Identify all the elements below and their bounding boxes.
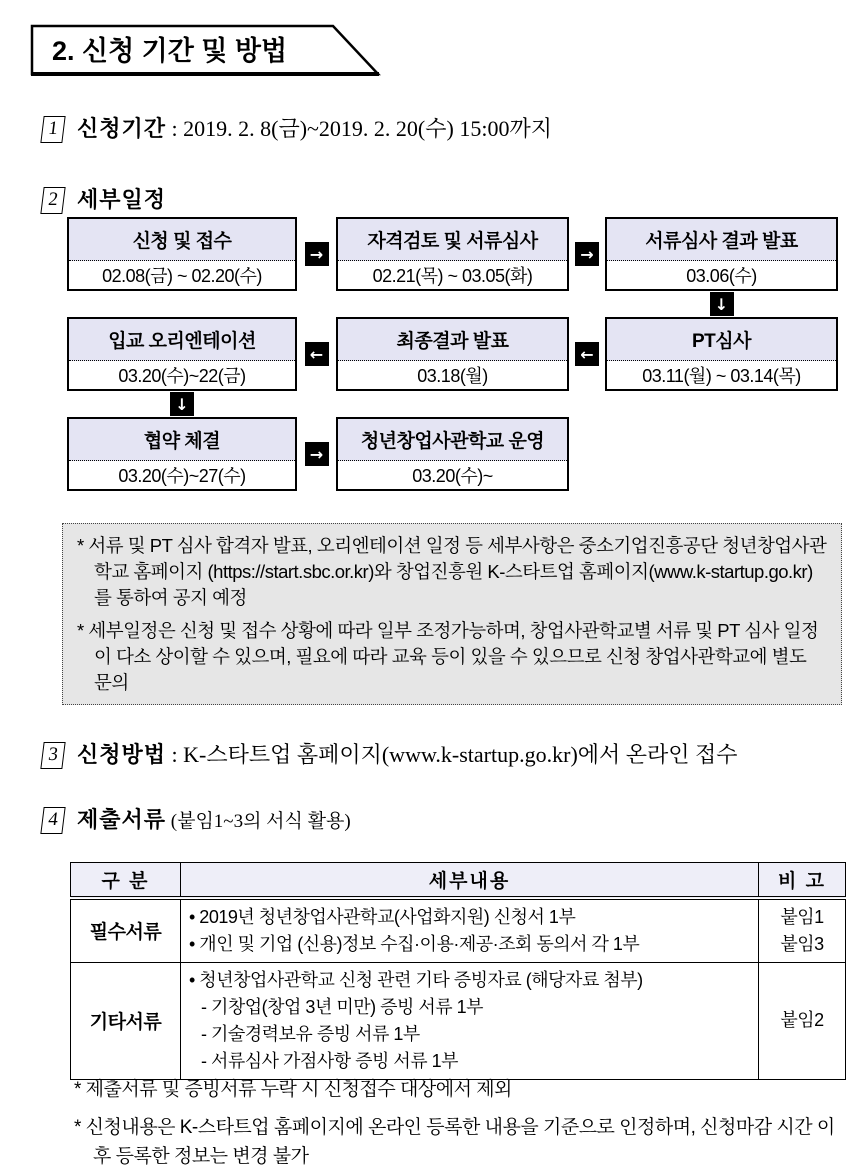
item-method-label: 신청방법	[77, 742, 167, 767]
header-details: 세부내용	[181, 863, 759, 898]
arrow-down-icon: ↓	[170, 392, 194, 416]
notice-line: * 서류 및 PT 심사 합격자 발표, 오리엔테이션 일정 등 세부사항은 중소기업진흥공단 청년창업사관학교 홈페이지 (https://start.sbc.or.kr)와 창업진흥원 K-스타트업 홈페이지(www.k-startup.go.kr)를 통하여 공지 예정	[77, 535, 827, 608]
flow-box-title: 협약 체결	[69, 419, 295, 461]
arrow-down-icon: ↓	[710, 292, 734, 316]
flow-box-title: 입교 오리엔테이션	[69, 319, 295, 361]
item-documents	[42, 803, 351, 834]
item-schedule	[42, 183, 166, 214]
note-line: 붙임2	[780, 1010, 824, 1030]
schedule-flowchart	[67, 217, 838, 491]
item-period-text: : 2019. 2. 8(금)~2019. 2. 20(수) 15:00까지	[166, 116, 552, 141]
detail-line: - 기창업(창업 3년 미만) 증빙 서류 1부	[201, 996, 484, 1017]
arrow-right-icon: →	[305, 242, 329, 266]
notice-line: * 세부일정은 신청 및 접수 상황에 따라 일부 조정가능하며, 창업사관학교별 서류 및 PT 심사 일정이 다소 상이할 수 있으며, 필요에 따라 교육 등이 있을 수 있으므로 신청 창업사관학교에 별도 문의	[77, 620, 819, 693]
row-note	[759, 898, 846, 963]
item-period	[42, 112, 552, 143]
flow-box-pt-review	[605, 317, 838, 391]
flow-box-date: 03.11(월) ~ 03.14(목)	[642, 366, 801, 386]
item-documents-text: (붙임1~3의 서식 활용)	[166, 811, 351, 832]
footnote: * 제출서류 및 증빙서류 누락 시 신청접수 대상에서 제외	[74, 1079, 512, 1100]
flow-box-date: 02.08(금) ~ 02.20(수)	[102, 266, 262, 286]
flow-box-title: 자격검토 및 서류심사	[338, 219, 567, 261]
flow-box-orientation	[67, 317, 297, 391]
flow-box-date: 03.20(수)~27(수)	[118, 466, 246, 486]
detail-line: • 청년창업사관학교 신청 관련 기타 증빙자료 (해당자료 첨부)	[189, 969, 643, 990]
flow-box-final-result	[336, 317, 569, 391]
row-details	[181, 962, 759, 1079]
section-title: 2. 신청 기간 및 방법	[52, 36, 288, 66]
flow-box-agreement	[67, 417, 297, 491]
item-period-label: 신청기간	[77, 116, 167, 141]
item-schedule-label: 세부일정	[77, 187, 167, 212]
item-number-3: 3	[40, 742, 65, 769]
banner-shape	[30, 24, 382, 77]
arrow-left-icon: ←	[575, 342, 599, 366]
row-category: 필수서류	[71, 898, 181, 963]
table-row-required	[71, 898, 846, 963]
header-note: 비 고	[759, 863, 846, 898]
arrow-left-icon: ←	[305, 342, 329, 366]
flow-box-review	[336, 217, 569, 291]
item-documents-label: 제출서류	[77, 807, 167, 832]
documents-table	[70, 862, 846, 1080]
note-line: 붙임1	[780, 906, 824, 927]
table-row-other	[71, 962, 846, 1079]
flow-box-title: PT심사	[607, 319, 836, 361]
flow-box-apply	[67, 217, 297, 291]
row-category: 기타서류	[71, 962, 181, 1079]
flow-box-operation	[336, 417, 569, 491]
flow-box-title: 청년창업사관학교 운영	[338, 419, 567, 461]
flow-box-date: 02.21(목) ~ 03.05(화)	[372, 266, 533, 286]
item-method-text: : K-스타트업 홈페이지(www.k-startup.go.kr)에서 온라인 접수	[166, 742, 738, 767]
arrow-right-icon: →	[575, 242, 599, 266]
section-title-banner	[30, 24, 382, 82]
flow-box-date: 03.06(수)	[686, 266, 757, 286]
flow-box-date: 03.18(월)	[417, 366, 488, 386]
detail-line: • 개인 및 기업 (신용)정보 수집·이용·제공·조회 동의서 각 1부	[189, 933, 640, 954]
header-category: 구 분	[71, 863, 181, 898]
row-note	[759, 962, 846, 1079]
detail-line: - 기술경력보유 증빙 서류 1부	[201, 1023, 420, 1044]
detail-line: • 2019년 청년창업사관학교(사업화지원) 신청서 1부	[189, 906, 576, 927]
note-line: 붙임3	[780, 933, 824, 954]
flow-box-doc-result	[605, 217, 838, 291]
arrow-right-icon: →	[305, 442, 329, 466]
flow-box-date: 03.20(수)~22(금)	[118, 366, 246, 386]
notice-box	[62, 523, 842, 705]
row-details	[181, 898, 759, 963]
flow-box-title: 신청 및 접수	[69, 219, 295, 261]
flow-box-date: 03.20(수)~	[412, 466, 493, 486]
item-number-1: 1	[40, 116, 65, 143]
flow-box-title: 서류심사 결과 발표	[607, 219, 836, 261]
table-header-row	[71, 863, 846, 898]
item-number-4: 4	[40, 807, 65, 834]
detail-line: - 서류심사 가점사항 증빙 서류 1부	[201, 1050, 459, 1071]
item-number-2: 2	[40, 187, 65, 214]
item-method	[42, 738, 738, 769]
flow-box-title: 최종결과 발표	[338, 319, 567, 361]
footnote: * 신청내용은 K-스타트업 홈페이지에 온라인 등록한 내용을 기준으로 인정하며, 신청마감 시간 이후 등록한 정보는 변경 불가	[74, 1117, 835, 1167]
